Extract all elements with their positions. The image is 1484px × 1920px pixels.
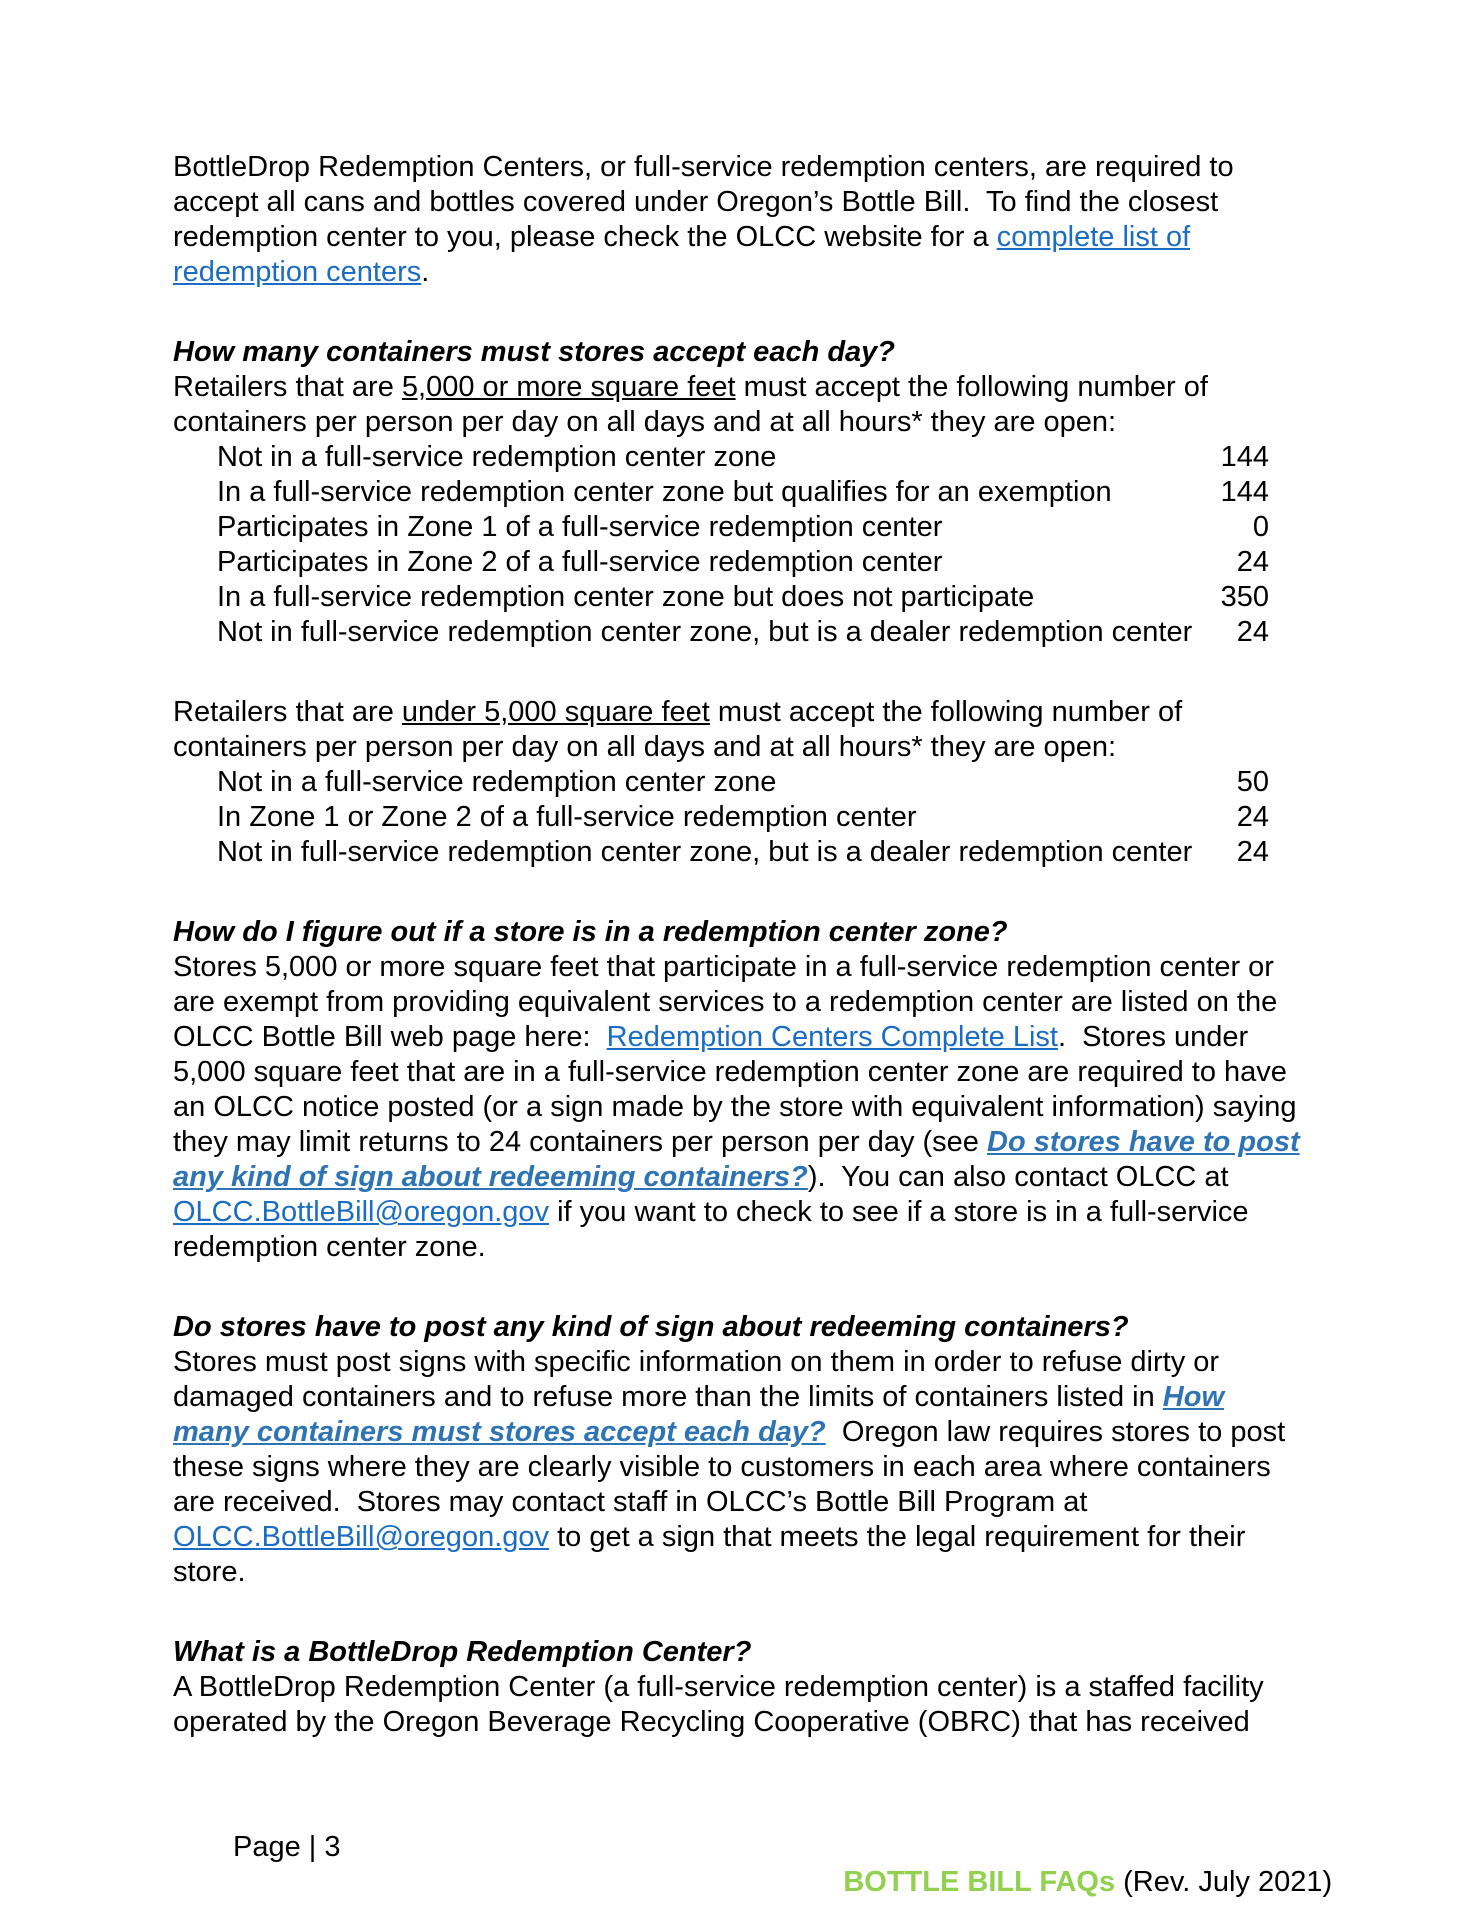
text-run: . Stores under (1057, 1021, 1249, 1053)
text-run: A BottleDrop Redemption Center (a full-service redemption center) is a staffed facility (173, 1671, 1264, 1703)
paragraph (173, 150, 1313, 290)
text-run: redemption center zone. (173, 1231, 486, 1263)
table-row (173, 800, 1269, 835)
table-row (173, 580, 1269, 615)
text-run: Oregon law requires stores to post (825, 1416, 1286, 1448)
text-line (173, 1345, 1313, 1380)
row-label: In a full-service redemption center zone but qualifies for an exemption (217, 476, 1112, 508)
text-run: Stores 5,000 or more square feet that participate in a full-service redemption center or (173, 951, 1274, 983)
text-line (173, 370, 1313, 405)
text-run: damaged containers and to refuse more than the limits of containers listed in (173, 1381, 1163, 1413)
text-run: containers per person per day on all days and at all hours* they are open: (173, 731, 1117, 763)
table-row (173, 510, 1269, 545)
table-row (173, 835, 1269, 870)
hyperlink[interactable]: Do stores have to post (987, 1126, 1300, 1158)
text-run: they may limit returns to 24 containers per person per day (see (173, 1126, 987, 1158)
row-label: Not in full-service redemption center zone, but is a dealer redemption center (217, 836, 1193, 868)
text-line (173, 1380, 1313, 1415)
hyperlink[interactable]: redemption centers (173, 256, 422, 288)
text-run: operated by the Oregon Beverage Recycling Cooperative (OBRC) that has received (173, 1706, 1250, 1738)
text-line (173, 950, 1313, 985)
hyperlink[interactable]: complete list of (996, 221, 1191, 253)
text-run: . (421, 256, 430, 288)
text-line (173, 1125, 1313, 1160)
text-run: BottleDrop Redemption Centers, or full-service redemption centers, are required to (173, 151, 1234, 183)
row-label: Not in a full-service redemption center zone (217, 441, 777, 473)
hyperlink[interactable]: many containers must stores accept each day? (173, 1416, 826, 1448)
text-line (173, 150, 1313, 185)
row-value: 24 (1236, 616, 1269, 648)
text-line (173, 730, 1313, 765)
section-heading: How do I figure out if a store is in a redemption center zone? (173, 916, 1008, 948)
text-line (173, 255, 1313, 290)
text-run: 5,000 square feet that are in a full-service redemption center zone are required to have (173, 1056, 1287, 1088)
hyperlink[interactable]: How (1162, 1381, 1224, 1413)
text-run: Retailers that are (173, 371, 402, 403)
text-run: containers per person per day on all days and at all hours* they are open: (173, 406, 1117, 438)
text-line (173, 1415, 1313, 1450)
text-line (173, 1670, 1313, 1705)
row-label: In Zone 1 or Zone 2 of a full-service redemption center (217, 801, 917, 833)
table-row (173, 545, 1269, 580)
paragraph (173, 950, 1313, 1265)
paragraph (173, 370, 1313, 440)
text-run: must accept the following number of (709, 696, 1183, 728)
text-run: OLCC Bottle Bill web page here: (173, 1021, 607, 1053)
hyperlink[interactable]: any kind of sign about redeeming containers? (173, 1161, 808, 1193)
text-line (173, 1555, 1313, 1590)
row-value: 50 (1236, 766, 1269, 798)
text-line (173, 1090, 1313, 1125)
text-run: 5,000 or more square feet (401, 371, 736, 403)
row-value: 144 (1220, 476, 1269, 508)
hyperlink[interactable]: OLCC.BottleBill@oregon.gov (173, 1196, 550, 1228)
row-value: 0 (1252, 511, 1269, 543)
text-line (173, 1520, 1313, 1555)
row-value: 24 (1236, 836, 1269, 868)
text-line (173, 405, 1313, 440)
text-line (173, 1195, 1313, 1230)
text-line (173, 1160, 1313, 1195)
text-run: accept all cans and bottles covered under Oregon’s Bottle Bill. To find the closest (173, 186, 1219, 218)
text-run: ). You can also contact OLCC at (807, 1161, 1229, 1193)
table-row (173, 475, 1269, 510)
document-body (173, 150, 1313, 1785)
text-run: to get a sign that meets the legal requirement for their (549, 1521, 1246, 1553)
text-run: if you want to check to see if a store is in a full-service (549, 1196, 1249, 1228)
text-line (173, 1230, 1313, 1265)
footer-title (795, 1830, 1332, 1920)
text-run: Retailers that are (173, 696, 402, 728)
row-value: 350 (1220, 581, 1269, 613)
footer-brand-text: BOTTLE BILL FAQs (843, 1866, 1116, 1898)
section-heading: Do stores have to post any kind of sign about redeeming containers? (173, 1311, 1129, 1343)
paragraph (173, 1345, 1313, 1590)
section-heading: What is a BottleDrop Redemption Center? (173, 1636, 752, 1668)
row-value: 144 (1220, 441, 1269, 473)
text-line (173, 185, 1313, 220)
row-label: Participates in Zone 1 of a full-service redemption center (217, 511, 943, 543)
hyperlink[interactable]: Redemption Centers Complete List (606, 1021, 1058, 1053)
text-line (173, 1055, 1313, 1090)
table-row (173, 765, 1269, 800)
footer-page-number: Page | 3 (233, 1831, 341, 1863)
text-line (173, 220, 1313, 255)
text-line (173, 985, 1313, 1020)
text-run: an OLCC notice posted (or a sign made by the store with equivalent information) saying (173, 1091, 1297, 1123)
text-line (173, 1020, 1313, 1055)
row-value: 24 (1236, 546, 1269, 578)
text-line (173, 1485, 1313, 1520)
text-run: are exempt from providing equivalent services to a redemption center are listed on the (173, 986, 1278, 1018)
table-row (173, 440, 1269, 475)
row-label: In a full-service redemption center zone but does not participate (217, 581, 1035, 613)
container-limits-table (173, 765, 1269, 870)
text-run: redemption center to you, please check the OLCC website for a (173, 221, 997, 253)
text-line (173, 695, 1313, 730)
text-run: must accept the following number of (735, 371, 1208, 403)
text-run: Stores must post signs with specific information on them in order to refuse dirty or (173, 1346, 1220, 1378)
text-run: store. (173, 1556, 246, 1588)
text-line (173, 1450, 1313, 1485)
container-limits-table (173, 440, 1269, 650)
hyperlink[interactable]: OLCC.BottleBill@oregon.gov (173, 1521, 550, 1553)
section-heading: How many containers must stores accept each day? (173, 336, 896, 368)
paragraph (173, 695, 1313, 765)
row-label: Participates in Zone 2 of a full-service redemption center (217, 546, 943, 578)
row-value: 24 (1236, 801, 1269, 833)
text-run: these signs where they are clearly visible to customers in each area where containers (173, 1451, 1271, 1483)
text-line (173, 1705, 1313, 1740)
footer-revision-text: (Rev. July 2021) (1115, 1866, 1333, 1898)
table-row (173, 615, 1269, 650)
row-label: Not in a full-service redemption center zone (217, 766, 777, 798)
row-label: Not in full-service redemption center zone, but is a dealer redemption center (217, 616, 1193, 648)
text-run: are received. Stores may contact staff in OLCC’s Bottle Bill Program at (173, 1486, 1088, 1518)
text-run: under 5,000 square feet (401, 696, 710, 728)
paragraph (173, 1670, 1313, 1740)
